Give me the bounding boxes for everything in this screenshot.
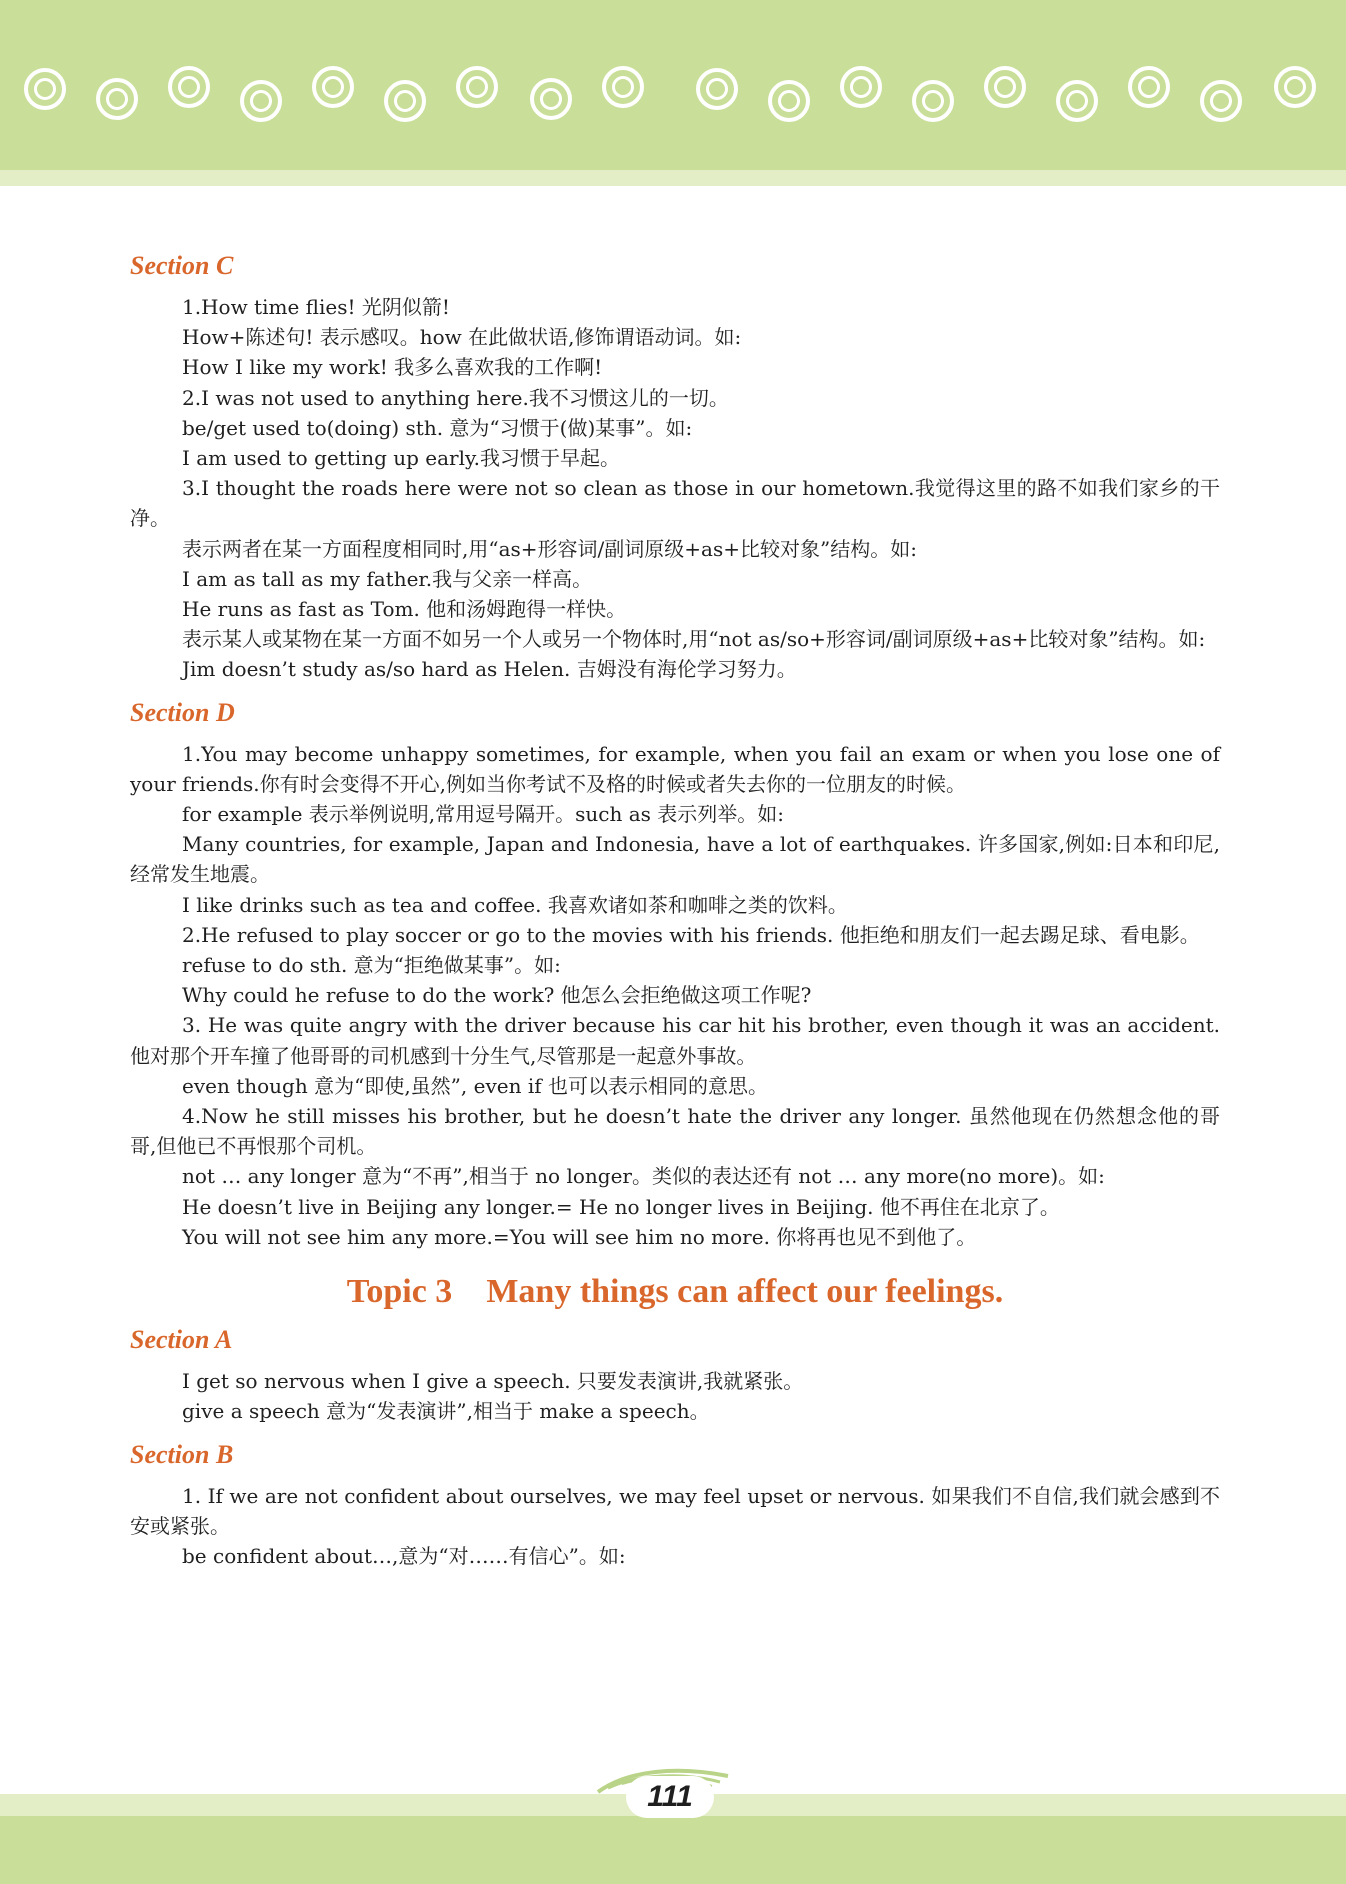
paragraph: 表示两者在某一方面程度相同时,用“as+形容词/副词原级+as+比较对象”结构。如:	[182, 536, 917, 561]
section-d-body	[130, 739, 1220, 1252]
paragraph: give a speech 意为“发表演讲”,相当于 make a speech。	[182, 1399, 710, 1424]
ring-ornament-icon	[768, 80, 810, 122]
ring-ornament-icon	[240, 80, 282, 122]
paragraph: 2.I was not used to anything here.我不习惯这儿的一切。	[182, 385, 729, 410]
paragraph: 1.How time flies! 光阴似箭!	[182, 295, 450, 319]
ring-ornament-icon	[312, 66, 354, 108]
paragraph: I am used to getting up early.我习惯于早起。	[182, 446, 620, 471]
ring-ornament-icon	[24, 68, 66, 110]
paragraph: He doesn’t live in Beijing any longer.= He no longer lives in Beijing. 他不再住在北京了。	[182, 1194, 1060, 1219]
topic-title: Many things can affect our feelings.	[486, 1273, 1004, 1311]
header-strip	[0, 170, 1346, 186]
ring-ornament-icon	[1200, 80, 1242, 122]
page-number-badge	[588, 1762, 738, 1824]
ring-ornament-icon	[984, 66, 1026, 108]
topic-number: Topic 3	[346, 1273, 453, 1311]
ring-ornament-icon	[696, 68, 738, 110]
paragraph: He runs as fast as Tom. 他和汤姆跑得一样快。	[182, 597, 627, 622]
paragraph: for example 表示举例说明,常用逗号隔开。such as 表示列举。如:	[182, 802, 784, 827]
section-c-title: Section C	[130, 251, 234, 280]
paragraph: 2.He refused to play soccer or go to the movies with his friends. 他拒绝和朋友们一起去踢足球、看电影。	[182, 922, 1200, 947]
ring-ornament-icon	[1274, 66, 1316, 108]
ring-ornament-icon	[840, 66, 882, 108]
section-c-body	[130, 292, 1220, 685]
paragraph: Why could he refuse to do the work? 他怎么会拒绝做这项工作呢?	[182, 983, 812, 1008]
paragraph: You will not see him any more.=You will see him no more. 你将再也见不到他了。	[182, 1224, 977, 1249]
ring-ornament-icon	[96, 78, 138, 120]
ring-ornament-icon	[530, 78, 572, 120]
paragraph: not … any longer 意为“不再”,相当于 no longer。类似的表达还有 not … any more(no more)。如:	[182, 1164, 1105, 1189]
ring-ornament-icon	[384, 80, 426, 122]
paragraph: Jim doesn’t study as/so hard as Helen. 吉姆没有海伦学习努力。	[182, 657, 797, 682]
ring-ornament-icon	[1128, 66, 1170, 108]
topic-heading	[130, 1270, 1220, 1314]
section-a-body	[130, 1366, 1220, 1426]
header-band	[0, 0, 1346, 170]
paragraph: I get so nervous when I give a speech. 只要发表演讲,我就紧张。	[182, 1369, 804, 1394]
paragraph: even though 意为“即使,虽然”, even if 也可以表示相同的意思。	[182, 1073, 768, 1098]
ring-ornament-icon	[912, 80, 954, 122]
paragraph: How I like my work! 我多么喜欢我的工作啊!	[182, 355, 603, 380]
paragraph: be confident about…,意为“对……有信心”。如:	[182, 1543, 626, 1568]
section-b-title: Section B	[130, 1439, 234, 1469]
ring-ornament-icon	[168, 66, 210, 108]
section-d-title: Section D	[130, 697, 235, 727]
paragraph: refuse to do sth. 意为“拒绝做某事”。如:	[182, 953, 561, 978]
paragraph: 1. If we are not confident about ourselves, we may feel upset or nervous. 如果我们不自信,我们就会感到不安或紧张。	[130, 1483, 1220, 1538]
paragraph: How+陈述句! 表示感叹。how 在此做状语,修饰谓语动词。如:	[182, 325, 742, 350]
paragraph: 3. He was quite angry with the driver because his car hit his brother, even though it was an accident. 他对那个开车撞了他哥哥的司机感到十分生气,尽管那是一起意外事故。	[130, 1013, 1220, 1068]
ring-ornament-icon	[1056, 80, 1098, 122]
page-content	[130, 250, 1220, 1571]
paragraph: 4.Now he still misses his brother, but he doesn’t hate the driver any longer. 虽然他现在仍然想念他的哥哥,但他已不再恨那个司机。	[130, 1104, 1220, 1159]
page-number: 111	[626, 1776, 714, 1818]
footer-band	[0, 1816, 1346, 1884]
paragraph: 1.You may become unhappy sometimes, for example, when you fail an exam or when you lose one of your friends.你有时会变得不开心,例如当你考试不及格的时候或者失去你的一位朋友的时候。	[130, 741, 1220, 796]
paragraph: 3.I thought the roads here were not so clean as those in our hometown.我觉得这里的路不如我们家乡的干净。	[130, 476, 1220, 531]
paragraph: I am as tall as my father.我与父亲一样高。	[182, 566, 593, 591]
section-b-body	[130, 1481, 1220, 1572]
ring-ornament-icon	[456, 66, 498, 108]
paragraph: Many countries, for example, Japan and Indonesia, have a lot of earthquakes. 许多国家,例如:日本和印尼,经常发生地震。	[130, 832, 1220, 887]
paragraph: 表示某人或某物在某一方面不如另一个人或另一个物体时,用“not as/so+形容词/副词原级+as+比较对象”结构。如:	[182, 627, 1206, 652]
section-a-title: Section A	[130, 1325, 233, 1355]
paragraph: I like drinks such as tea and coffee. 我喜欢诸如茶和咖啡之类的饮料。	[182, 892, 848, 917]
paragraph: be/get used to(doing) sth. 意为“习惯于(做)某事”。如:	[182, 415, 693, 440]
ring-ornament-icon	[602, 66, 644, 108]
